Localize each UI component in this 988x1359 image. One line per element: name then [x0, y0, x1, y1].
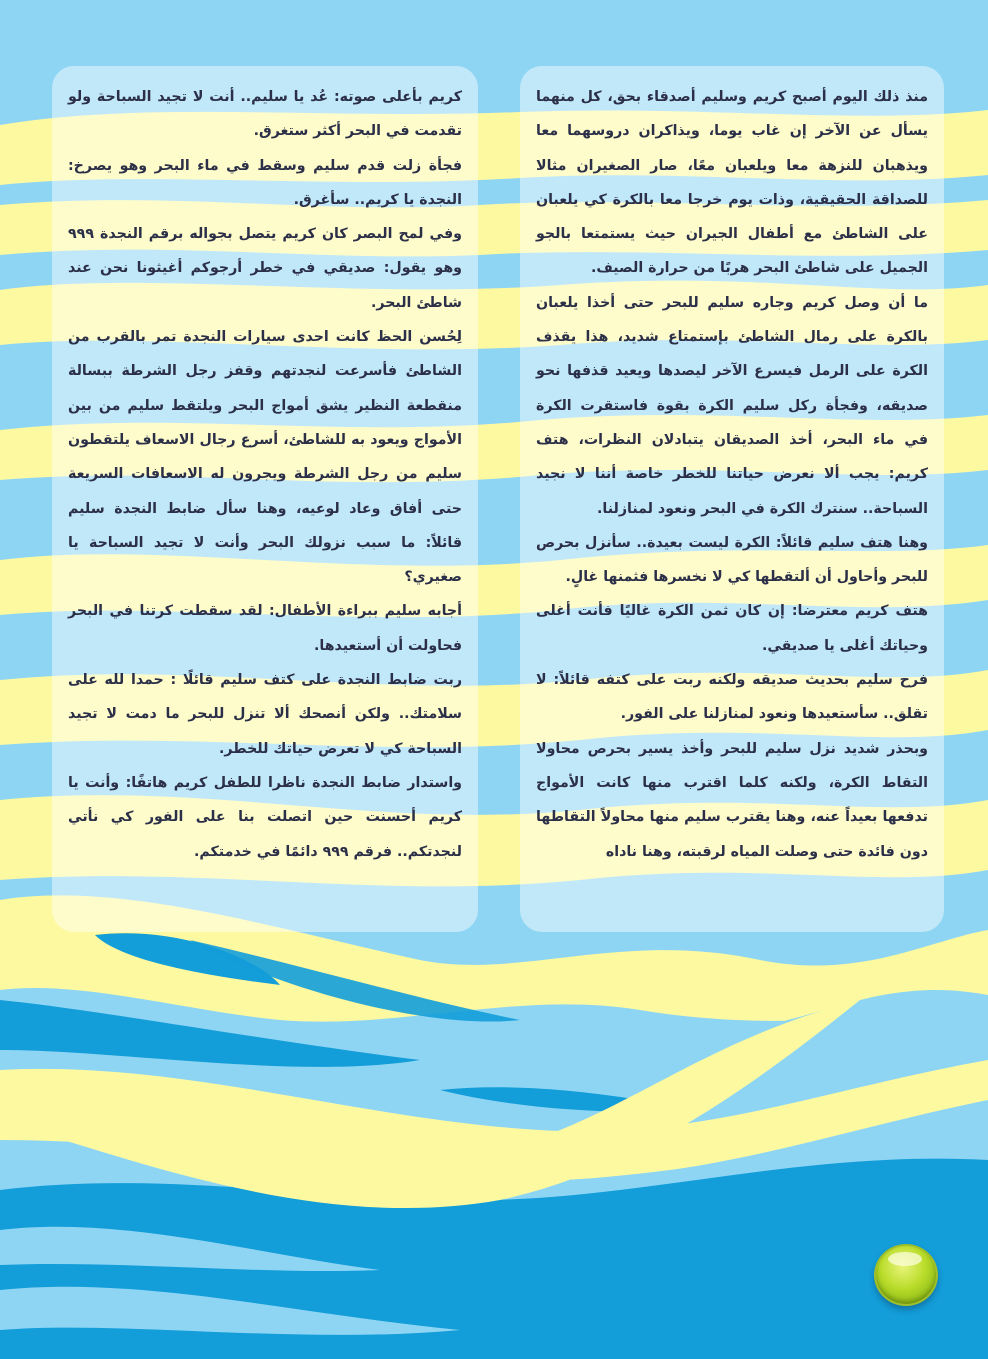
story-column-left — [52, 66, 478, 932]
story-paragraph: كريم بأعلى صوته: عُد يا سليم.. أنت لا تجيد السباحة ولو تقدمت في البحر أكثر ستغرق. — [68, 89, 462, 140]
story-paragraph: منذ ذلك اليوم أصبح كريم وسليم أصدقاء بحق، كل منهما يسأل عن الآخر إن غاب يوما، ويذاكران دروسهما معا ويذهبان للنزهة معا ويلعبان معًا، صار الصغيران مثالا للصداقة الحقيقية، وذات يوم خرجا معا بالكرة كي يلعبان على الشاطئ مع أطفال الجيران حيث يستمتعا بالجو الجميل على شاطئ البحر هربًا من حرارة الصيف. — [536, 89, 928, 277]
story-paragraph: وبحذر شديد نزل سليم للبحر وأخذ يسير بحرص محاولا التقاط الكرة، ولكنه كلما اقترب منها كانت الأمواج تدفعها بعيداً عنه، وهنا يقترب سليم منها محاولاً التقاطها دون فائدة حتى وصلت المياه لرقبته، وهنا ناداه — [536, 740, 928, 860]
story-paragraph: لِحُسن الحظ كانت احدى سيارات النجدة تمر بالقرب من الشاطئ فأسرعت لنجدتهم وقفز رجل الشرطة ببسالة منقطعة النظير يشق أمواج البحر ويلتقط سليم من بين الأمواج ويعود به للشاطئ، أسرع رجال الاسعاف يلتقطون سليم من رجل الشرطة ويجرون له الاسعافات السريعة حتى أفاق وعاد لوعيه، وهنا سأل ضابط النجدة سليم قائلاً: ما سبب نزولك البحر وأنت لا تجيد السباحة يا صغيري؟ — [68, 329, 462, 586]
story-paragraph: وهنا هتف سليم قائلاً: الكرة ليست بعيدة.. سأنزل بحرص للبحر وأحاول أن ألتقطها كي لا نخسرها فثمنها غالٍ. — [536, 534, 928, 586]
story-paragraph: ربت ضابط النجدة على كتف سليم قائلًا : حمدا لله على سلامتك.. ولكن أنصحك ألا تنزل للبحر ما دمت لا تجيد السباحة كي لا تعرض حياتك للخطر. — [68, 672, 462, 757]
story-paragraph: أجابه سليم ببراءة الأطفال: لقد سقطت كرتنا في البحر فحاولت أن أستعيدها. — [68, 603, 462, 654]
story-paragraph: هتف كريم معترضا: إن كان ثمن الكرة غاليًا فأنت أغلى وحياتك أغلى يا صديقي. — [536, 603, 928, 654]
story-paragraph: واستدار ضابط النجدة ناظرا للطفل كريم هاتفًا: وأنت يا كريم أحسنت حين اتصلت بنا على الفور كي نأتي لنجدتكم.. فرقم ٩٩٩ دائمًا في خدمتكم. — [68, 774, 462, 860]
story-paragraph: وفي لمح البصر كان كريم يتصل بجواله برقم النجدة ٩٩٩ وهو يقول: صديقي في خطر أرجوكم أغيثونا نحن عند شاطئ البحر. — [68, 226, 462, 311]
next-page-ball-button[interactable] — [874, 1244, 938, 1306]
green-ball-icon — [888, 1252, 922, 1266]
story-paragraph: ما أن وصل كريم وجاره سليم للبحر حتى أخذا يلعبان بالكرة على رمال الشاطئ بإستمتاع شديد، هذا يقذف الكرة على الرمل فيسرع الآخر ليصدها ويعيد قذفها نحو صديقه، وفجأة ركل سليم الكرة بقوة فاستقرت الكرة في ماء البحر، أخذ الصديقان يتبادلان النظرات، هتف كريم: يجب ألا نعرض حياتنا للخطر خاصة أننا لا نجيد السباحة.. سنترك الكرة في البحر ونعود لمنازلنا. — [536, 294, 928, 517]
story-paragraph: فجأة زلت قدم سليم وسقط في ماء البحر وهو يصرخ: النجدة يا كريم.. سأغرق. — [68, 157, 462, 208]
story-column-right — [520, 66, 944, 932]
story-paragraph: فرح سليم بحديث صديقه ولكنه ربت على كتفه قائلاً: لا تقلق.. سأستعيدها ونعود لمنازلنا على الفور. — [536, 672, 928, 723]
